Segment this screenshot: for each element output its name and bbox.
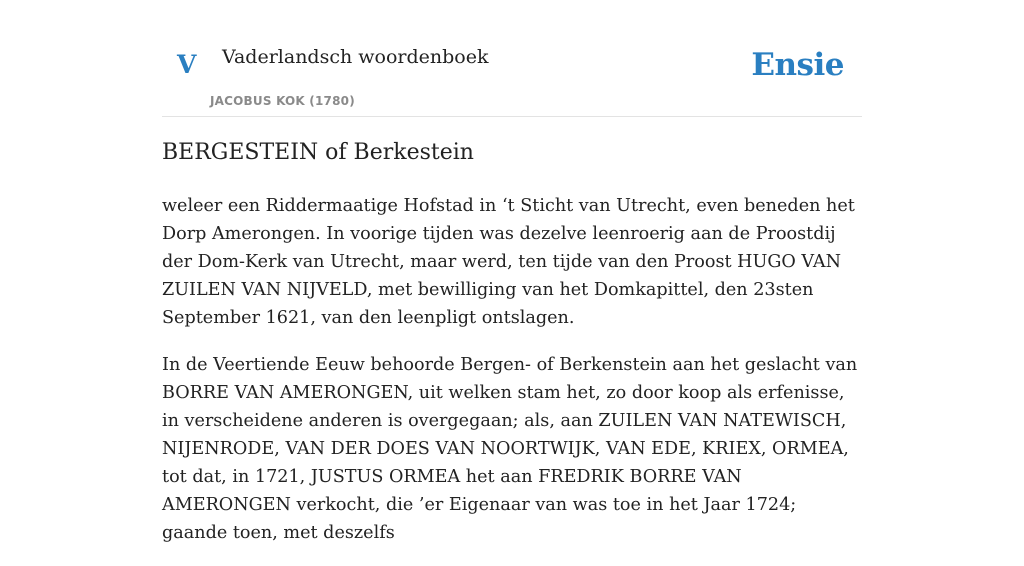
ensie-logo[interactable]: Ensie	[751, 47, 844, 83]
book-header	[162, 0, 862, 117]
book-letter[interactable]: V	[177, 50, 197, 79]
entry-body	[162, 192, 862, 566]
entry-paragraph: weleer een Riddermaatige Hofstad in ‘t Sticht van Utrecht, even beneden het Dorp Amerongen. In voorige tijden was dezelve leenroerig aan de Proostdij der Dom-Kerk van Utrecht, maar werd, ten tijde van den Proost HUGO VAN ZUILEN VAN NIJVELD, met bewilliging van het Domkapittel, den 23sten September 1621, van den leenpligt ontslagen.	[162, 196, 855, 328]
entry-title: BERGESTEIN of Berkestein	[162, 140, 474, 165]
book-author: JACOBUS KOK (1780)	[210, 94, 355, 108]
entry-paragraph: In de Veertiende Eeuw behoorde Bergen- of Berkenstein aan het geslacht van BORRE VAN AMERONGEN, uit welken stam het, zo door koop als erfenisse, in verscheidene anderen is overgegaan; als, aan ZUILEN VAN NATEWISCH, NIJENRODE, VAN DER DOES VAN NOORTWIJK, VAN EDE, KRIEX, ORMEA, tot dat, in 1721, JUSTUS ORMEA het aan FREDRIK BORRE VAN AMERONGEN verkocht, die ’er Eigenaar van was toe in het Jaar 1724; gaande toen, met deszelfs	[162, 355, 858, 543]
book-title-link[interactable]: Vaderlandsch woordenboek	[222, 46, 489, 68]
